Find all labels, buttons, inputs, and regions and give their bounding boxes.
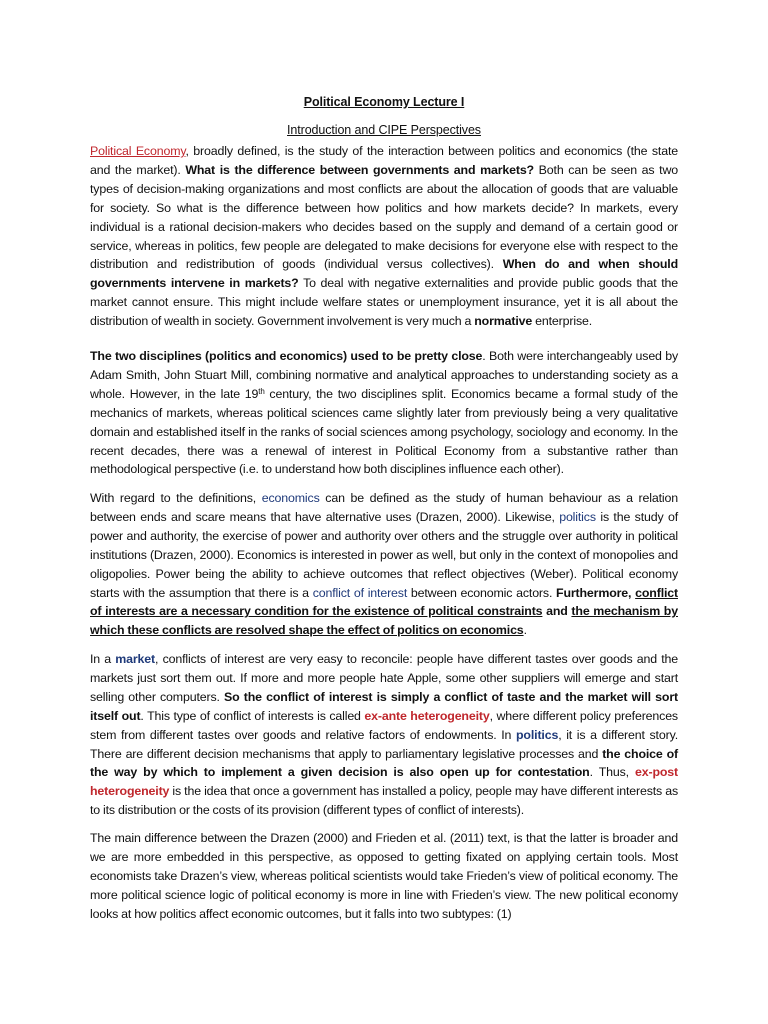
term-market: market: [115, 652, 156, 666]
paragraph-1: [90, 142, 678, 331]
text-run: century, the two disciplines split. Economics became a formal study of the mechanics of markets, whereas political sciences came slightly later from previously being a very qualitative domain and established itself in the ranks of social sciences among psychology, sociology and economy. In the recent decades, there was a renewal of interest in Political Economy from a substantive rather than methodological perspective (i.e. to understand how both disciplines influence each other).: [90, 386, 678, 477]
term-political-economy: Political Economy: [90, 144, 186, 158]
text-run: With regard to the definitions,: [90, 491, 262, 505]
text-run: The main difference between the Drazen (2000) and Frieden et al. (2011) text, is that the latter is broader and we are more embedded in this perspective, as opposed to getting fixated on applying certain tools. Most economists take Drazen’s view, whereas political scientists would take Frieden’s view of political economy. The more political science logic of political economy is more in line with Frieden’s view. The new political economy looks at how politics affect economic outcomes, but it falls into two subtypes: (1): [90, 831, 678, 921]
text-run: enterprise.: [532, 314, 593, 329]
term-ex-ante-heterogeneity: ex-ante heterogeneity: [364, 708, 490, 723]
text-run: can be defined as the study of human behaviour as a relation between ends and scare means that have alternative uses (Drazen, 2000). Likewise,: [90, 491, 678, 524]
paragraph-4: [90, 650, 678, 820]
text-run: , it is a different story. There are different decision mechanisms that apply to parliamentary legislative processes and: [90, 727, 678, 761]
paragraph-3: [90, 489, 678, 640]
term-ex-post-heterogeneity: ex-post heterogeneity: [90, 765, 678, 799]
text-run: , where different policy preferences stem from different tastes over goods and relative factors of endowments. In: [90, 708, 678, 742]
text-run: , broadly defined, is the study of the interaction between politics and economics (the state and the market).: [90, 144, 678, 177]
bold-question: When do and when should governments intervene in markets?: [90, 257, 678, 291]
term-economics: economics: [261, 491, 320, 505]
bold-underlined-text: the mechanism by which these conflicts are resolved shape the effect of politics on economics: [90, 604, 678, 638]
text-run: between economic actors.: [407, 585, 557, 600]
document-subtitle: Introduction and CIPE Perspectives: [287, 123, 481, 137]
bold-statement: The two disciplines (politics and economics) used to be pretty close: [90, 349, 483, 363]
text-run: is the idea that once a government has installed a policy, people may have different interests as to its distribution or the costs of its provision (different types of conflict of interests).: [90, 784, 678, 818]
bold-statement: the choice of the way by which to implement a given decision is also open up for contestation: [90, 746, 678, 780]
bold-text: Furthermore,: [556, 585, 636, 600]
text-run: is the study of power and authority, the exercise of power and authority over others and the struggle over authority in political institutions (Drazen, 2000). Economics is interested in power as well, but only in the context of monopolies and oligopolies. Power being the ability to achieve outcomes that reflect objectives (Weber). Political economy starts with the assumption that there is a: [90, 509, 678, 600]
term-conflict-of-interest: conflict of interest: [312, 585, 408, 600]
text-run: . Both were interchangeably used by Adam Smith, John Stuart Mill, combining normative and analytical approaches to understanding society as a whole. However, in the late 19: [90, 349, 678, 401]
superscript: th: [258, 386, 265, 396]
term-politics: politics: [516, 727, 559, 742]
term-politics: politics: [559, 509, 596, 524]
bold-question: What is the difference between governments and markets?: [185, 162, 534, 177]
bold-text: and: [542, 604, 572, 619]
bold-term: normative: [474, 314, 533, 329]
text-run: In a: [90, 652, 116, 666]
bold-statement: So the conflict of interest is simply a conflict of taste and the market will sort itself out: [90, 689, 678, 723]
text-run: Both can be seen as two types of decision-making organizations and most conflicts are about the allocation of goods that are valuable for society. So what is the difference between how politics and how markets decide? In markets, every individual is a rational decision-makers who decides based on the supply and demand of a certain good or service, whereas in politics, few people are delegated to make decisions for everyone else with respect to the distribution and redistribution of goods (individual versus collectives).: [90, 162, 678, 272]
text-run: . This type of conflict of interests is called: [140, 708, 365, 723]
bold-underlined-text: conflict of interests are a necessary condition for the existence of political constraints: [90, 585, 678, 619]
text-run: , conflicts of interest are very easy to reconcile: people have different tastes over goods and the markets just sort them out. If more and more people hate Apple, some other suppliers will emerge and start selling other computers.: [90, 652, 678, 704]
text-run: To deal with negative externalities and provide public goods that the market cannot ensure. This might include welfare states or unemployment insurance, yet it is all about the distribution of wealth in society. Government involvement is very much a: [90, 276, 678, 329]
paragraph-5: [90, 829, 678, 924]
text-run: .: [523, 623, 527, 638]
document-title: Political Economy Lecture I: [303, 95, 465, 109]
paragraph-2: [90, 347, 678, 479]
text-run: . Thus,: [589, 765, 635, 780]
